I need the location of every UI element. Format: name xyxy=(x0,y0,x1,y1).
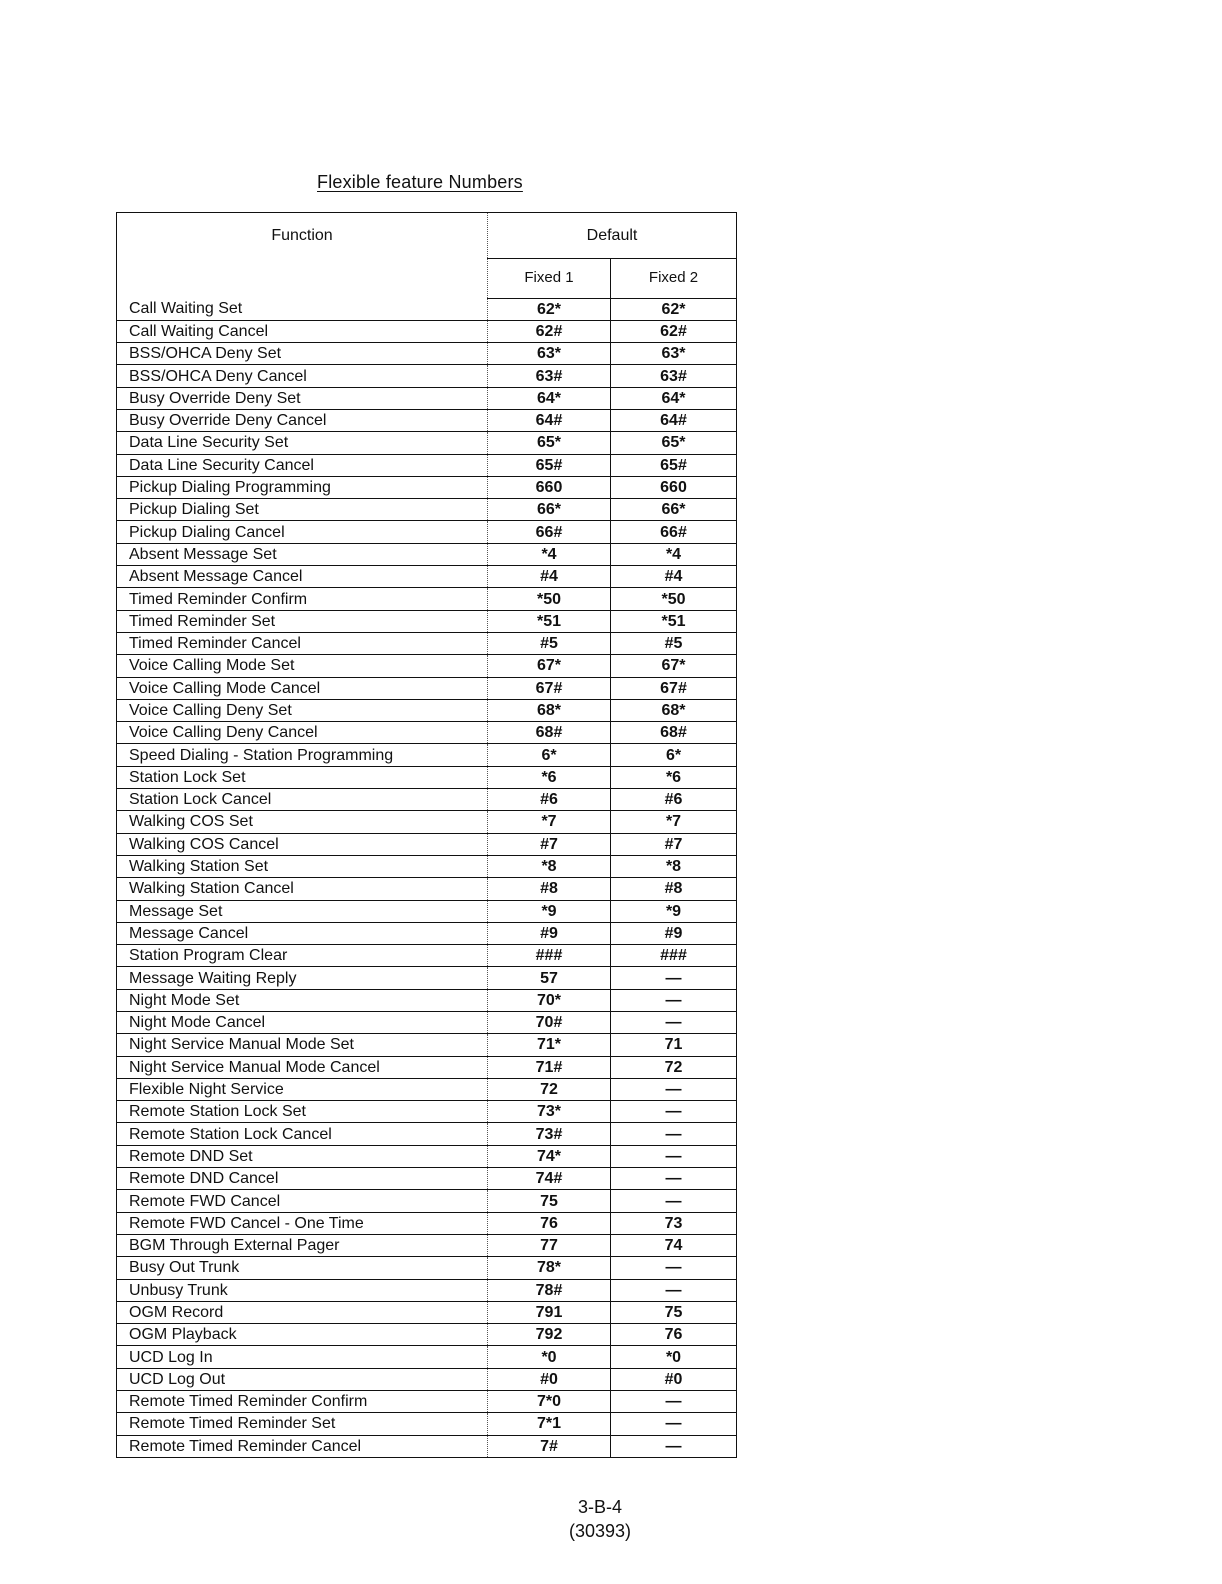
function-cell: Walking Station Set xyxy=(117,855,488,877)
table-row xyxy=(117,1368,737,1390)
table-row xyxy=(117,432,737,454)
function-cell: Remote Station Lock Set xyxy=(117,1101,488,1123)
fixed-2-cell: 71 xyxy=(611,1034,737,1056)
function-cell: Station Program Clear xyxy=(117,945,488,967)
fixed-1-cell: ### xyxy=(488,945,611,967)
fixed-1-cell: 73# xyxy=(488,1123,611,1145)
fixed-1-cell: 67# xyxy=(488,677,611,699)
fixed-1-cell: *8 xyxy=(488,855,611,877)
fixed-1-cell: 72 xyxy=(488,1078,611,1100)
fixed-1-cell: 66# xyxy=(488,521,611,543)
table-row xyxy=(117,833,737,855)
fixed-2-cell: #5 xyxy=(611,632,737,654)
fixed-1-cell: *9 xyxy=(488,900,611,922)
fixed-1-cell: 6* xyxy=(488,744,611,766)
fixed-2-cell: 64* xyxy=(611,387,737,409)
fixed-1-cell: 71* xyxy=(488,1034,611,1056)
function-cell: Voice Calling Mode Cancel xyxy=(117,677,488,699)
table-row xyxy=(117,922,737,944)
fixed-1-cell: 70* xyxy=(488,989,611,1011)
fixed-1-cell: 791 xyxy=(488,1301,611,1323)
fixed-1-cell: 660 xyxy=(488,476,611,498)
function-cell: Call Waiting Set xyxy=(117,298,488,320)
fixed-1-cell: 57 xyxy=(488,967,611,989)
function-cell: Remote Timed Reminder Confirm xyxy=(117,1391,488,1413)
fixed-2-cell: 67* xyxy=(611,655,737,677)
table-row xyxy=(117,1012,737,1034)
fixed-2-cell: 63* xyxy=(611,343,737,365)
header-fixed-1: Fixed 1 xyxy=(488,259,611,298)
table-row xyxy=(117,387,737,409)
fixed-2-cell: 73 xyxy=(611,1212,737,1234)
table-row xyxy=(117,744,737,766)
fixed-1-cell: *6 xyxy=(488,766,611,788)
function-cell: Call Waiting Cancel xyxy=(117,320,488,342)
table-row xyxy=(117,1168,737,1190)
table-row xyxy=(117,566,737,588)
function-cell: Remote FWD Cancel - One Time xyxy=(117,1212,488,1234)
fixed-2-cell: — xyxy=(611,1012,737,1034)
function-cell: Busy Out Trunk xyxy=(117,1257,488,1279)
table-row xyxy=(117,878,737,900)
fixed-1-cell: #0 xyxy=(488,1368,611,1390)
table-row xyxy=(117,1123,737,1145)
fixed-1-cell: 71# xyxy=(488,1056,611,1078)
function-cell: BSS/OHCA Deny Cancel xyxy=(117,365,488,387)
function-cell: Voice Calling Mode Set xyxy=(117,655,488,677)
fixed-1-cell: #8 xyxy=(488,878,611,900)
fixed-1-cell: 63* xyxy=(488,343,611,365)
function-cell: Remote DND Cancel xyxy=(117,1168,488,1190)
table-row xyxy=(117,900,737,922)
function-cell: UCD Log In xyxy=(117,1346,488,1368)
fixed-1-cell: 74* xyxy=(488,1145,611,1167)
fixed-2-cell: — xyxy=(611,1190,737,1212)
fixed-2-cell: 63# xyxy=(611,365,737,387)
table-row xyxy=(117,677,737,699)
fixed-1-cell: 7# xyxy=(488,1435,611,1457)
function-cell: Remote Timed Reminder Cancel xyxy=(117,1435,488,1457)
fixed-1-cell: 792 xyxy=(488,1324,611,1346)
function-cell: Pickup Dialing Set xyxy=(117,499,488,521)
fixed-1-cell: 78* xyxy=(488,1257,611,1279)
fixed-1-cell: 77 xyxy=(488,1234,611,1256)
table-row xyxy=(117,855,737,877)
function-cell: Absent Message Cancel xyxy=(117,566,488,588)
fixed-1-cell: *0 xyxy=(488,1346,611,1368)
fixed-2-cell: — xyxy=(611,1257,737,1279)
fixed-2-cell: — xyxy=(611,1078,737,1100)
function-cell: Data Line Security Cancel xyxy=(117,454,488,476)
table-row xyxy=(117,722,737,744)
fixed-2-cell: *50 xyxy=(611,588,737,610)
fixed-2-cell: 65* xyxy=(611,432,737,454)
fixed-2-cell: 64# xyxy=(611,409,737,431)
fixed-1-cell: 62# xyxy=(488,320,611,342)
fixed-1-cell: *51 xyxy=(488,610,611,632)
fixed-1-cell: 74# xyxy=(488,1168,611,1190)
table-row xyxy=(117,1413,737,1435)
fixed-1-cell: 68# xyxy=(488,722,611,744)
fixed-1-cell: 62* xyxy=(488,298,611,320)
function-cell: Voice Calling Deny Cancel xyxy=(117,722,488,744)
fixed-1-cell: 63# xyxy=(488,365,611,387)
function-cell: Night Service Manual Mode Set xyxy=(117,1034,488,1056)
fixed-2-cell: 6* xyxy=(611,744,737,766)
fixed-1-cell: 68* xyxy=(488,699,611,721)
table-row xyxy=(117,1234,737,1256)
function-cell: Walking COS Cancel xyxy=(117,833,488,855)
fixed-2-cell: — xyxy=(611,1123,737,1145)
function-cell: Remote FWD Cancel xyxy=(117,1190,488,1212)
fixed-2-cell: #9 xyxy=(611,922,737,944)
fixed-2-cell: #0 xyxy=(611,1368,737,1390)
fixed-2-cell: — xyxy=(611,1413,737,1435)
fixed-2-cell: 65# xyxy=(611,454,737,476)
fixed-1-cell: 65# xyxy=(488,454,611,476)
function-cell: Timed Reminder Cancel xyxy=(117,632,488,654)
fixed-2-cell: 74 xyxy=(611,1234,737,1256)
page-number: 3-B-4 xyxy=(577,1497,622,1517)
header-default: Default xyxy=(488,213,737,259)
table-row xyxy=(117,811,737,833)
function-cell: Night Mode Cancel xyxy=(117,1012,488,1034)
table-row xyxy=(117,543,737,565)
fixed-1-cell: 78# xyxy=(488,1279,611,1301)
feature-numbers-table xyxy=(116,212,737,1458)
fixed-1-cell: 7*0 xyxy=(488,1391,611,1413)
fixed-1-cell: 70# xyxy=(488,1012,611,1034)
table-row xyxy=(117,1212,737,1234)
table-row xyxy=(117,1301,737,1323)
fixed-2-cell: — xyxy=(611,1279,737,1301)
fixed-2-cell: #4 xyxy=(611,566,737,588)
table-row xyxy=(117,1145,737,1167)
table-row xyxy=(117,454,737,476)
function-cell: Pickup Dialing Cancel xyxy=(117,521,488,543)
table-row xyxy=(117,1435,737,1457)
header-fixed-2: Fixed 2 xyxy=(611,259,737,298)
fixed-2-cell: *51 xyxy=(611,610,737,632)
fixed-2-cell: 68* xyxy=(611,699,737,721)
table-row xyxy=(117,945,737,967)
function-cell: Data Line Security Set xyxy=(117,432,488,454)
function-cell: Station Lock Set xyxy=(117,766,488,788)
fixed-2-cell: 66# xyxy=(611,521,737,543)
table-row xyxy=(117,320,737,342)
function-cell: Walking Station Cancel xyxy=(117,878,488,900)
table-row xyxy=(117,655,737,677)
table-row xyxy=(117,699,737,721)
function-cell: Night Service Manual Mode Cancel xyxy=(117,1056,488,1078)
function-cell: Remote DND Set xyxy=(117,1145,488,1167)
table-row xyxy=(117,1257,737,1279)
table-row xyxy=(117,789,737,811)
function-cell: Message Cancel xyxy=(117,922,488,944)
fixed-1-cell: 65* xyxy=(488,432,611,454)
fixed-1-cell: #6 xyxy=(488,789,611,811)
table-row xyxy=(117,967,737,989)
fixed-2-cell: ### xyxy=(611,945,737,967)
function-cell: Busy Override Deny Cancel xyxy=(117,409,488,431)
fixed-1-cell: *4 xyxy=(488,543,611,565)
table-row xyxy=(117,409,737,431)
table-row xyxy=(117,521,737,543)
fixed-2-cell: #8 xyxy=(611,878,737,900)
fixed-1-cell: 75 xyxy=(488,1190,611,1212)
fixed-2-cell: *8 xyxy=(611,855,737,877)
page-title: Flexible feature Numbers xyxy=(317,172,523,192)
fixed-2-cell: *9 xyxy=(611,900,737,922)
function-cell: Remote Station Lock Cancel xyxy=(117,1123,488,1145)
fixed-2-cell: *0 xyxy=(611,1346,737,1368)
fixed-2-cell: — xyxy=(611,1435,737,1457)
fixed-2-cell: #7 xyxy=(611,833,737,855)
fixed-1-cell: 73* xyxy=(488,1101,611,1123)
fixed-1-cell: #4 xyxy=(488,566,611,588)
table-row xyxy=(117,632,737,654)
table-row xyxy=(117,1324,737,1346)
fixed-1-cell: 7*1 xyxy=(488,1413,611,1435)
fixed-1-cell: 67* xyxy=(488,655,611,677)
fixed-1-cell: 64# xyxy=(488,409,611,431)
fixed-2-cell: *4 xyxy=(611,543,737,565)
table-row xyxy=(117,1279,737,1301)
table-row xyxy=(117,1190,737,1212)
fixed-2-cell: 72 xyxy=(611,1056,737,1078)
function-cell: Absent Message Set xyxy=(117,543,488,565)
function-cell: Remote Timed Reminder Set xyxy=(117,1413,488,1435)
fixed-1-cell: *7 xyxy=(488,811,611,833)
fixed-2-cell: — xyxy=(611,1145,737,1167)
fixed-2-cell: 67# xyxy=(611,677,737,699)
table-row xyxy=(117,499,737,521)
table-row xyxy=(117,1391,737,1413)
fixed-2-cell: 66* xyxy=(611,499,737,521)
fixed-1-cell: 76 xyxy=(488,1212,611,1234)
fixed-2-cell: — xyxy=(611,967,737,989)
table-row xyxy=(117,1101,737,1123)
fixed-2-cell: — xyxy=(611,1101,737,1123)
fixed-2-cell: #6 xyxy=(611,789,737,811)
table-row xyxy=(117,476,737,498)
function-cell: Timed Reminder Set xyxy=(117,610,488,632)
function-cell: Message Waiting Reply xyxy=(117,967,488,989)
function-cell: UCD Log Out xyxy=(117,1368,488,1390)
fixed-1-cell: #9 xyxy=(488,922,611,944)
table-row xyxy=(117,298,737,320)
function-cell: OGM Playback xyxy=(117,1324,488,1346)
function-cell: Message Set xyxy=(117,900,488,922)
fixed-2-cell: — xyxy=(611,1391,737,1413)
table-row xyxy=(117,766,737,788)
function-cell: Speed Dialing - Station Programming xyxy=(117,744,488,766)
fixed-1-cell: 66* xyxy=(488,499,611,521)
table-row xyxy=(117,365,737,387)
table-body xyxy=(117,298,737,1457)
function-cell: Night Mode Set xyxy=(117,989,488,1011)
fixed-1-cell: *50 xyxy=(488,588,611,610)
feature-numbers-table-container xyxy=(116,212,736,1458)
function-cell: Busy Override Deny Set xyxy=(117,387,488,409)
table-row xyxy=(117,343,737,365)
fixed-2-cell: 76 xyxy=(611,1324,737,1346)
fixed-2-cell: 660 xyxy=(611,476,737,498)
fixed-2-cell: — xyxy=(611,1168,737,1190)
function-cell: Timed Reminder Confirm xyxy=(117,588,488,610)
table-row xyxy=(117,1078,737,1100)
function-cell: OGM Record xyxy=(117,1301,488,1323)
fixed-2-cell: *6 xyxy=(611,766,737,788)
table-row xyxy=(117,989,737,1011)
header-function: Function xyxy=(117,213,488,299)
table-row xyxy=(117,1034,737,1056)
function-cell: Flexible Night Service xyxy=(117,1078,488,1100)
table-row xyxy=(117,1056,737,1078)
function-cell: Walking COS Set xyxy=(117,811,488,833)
function-cell: BSS/OHCA Deny Set xyxy=(117,343,488,365)
fixed-2-cell: *7 xyxy=(611,811,737,833)
table-row xyxy=(117,610,737,632)
fixed-2-cell: 62# xyxy=(611,320,737,342)
document-code: (30393) xyxy=(568,1521,632,1541)
fixed-2-cell: — xyxy=(611,989,737,1011)
function-cell: Unbusy Trunk xyxy=(117,1279,488,1301)
fixed-2-cell: 68# xyxy=(611,722,737,744)
table-row xyxy=(117,588,737,610)
function-cell: Voice Calling Deny Set xyxy=(117,699,488,721)
function-cell: BGM Through External Pager xyxy=(117,1234,488,1256)
table-row xyxy=(117,1346,737,1368)
fixed-1-cell: #5 xyxy=(488,632,611,654)
function-cell: Station Lock Cancel xyxy=(117,789,488,811)
fixed-2-cell: 75 xyxy=(611,1301,737,1323)
fixed-2-cell: 62* xyxy=(611,298,737,320)
function-cell: Pickup Dialing Programming xyxy=(117,476,488,498)
fixed-1-cell: 64* xyxy=(488,387,611,409)
fixed-1-cell: #7 xyxy=(488,833,611,855)
